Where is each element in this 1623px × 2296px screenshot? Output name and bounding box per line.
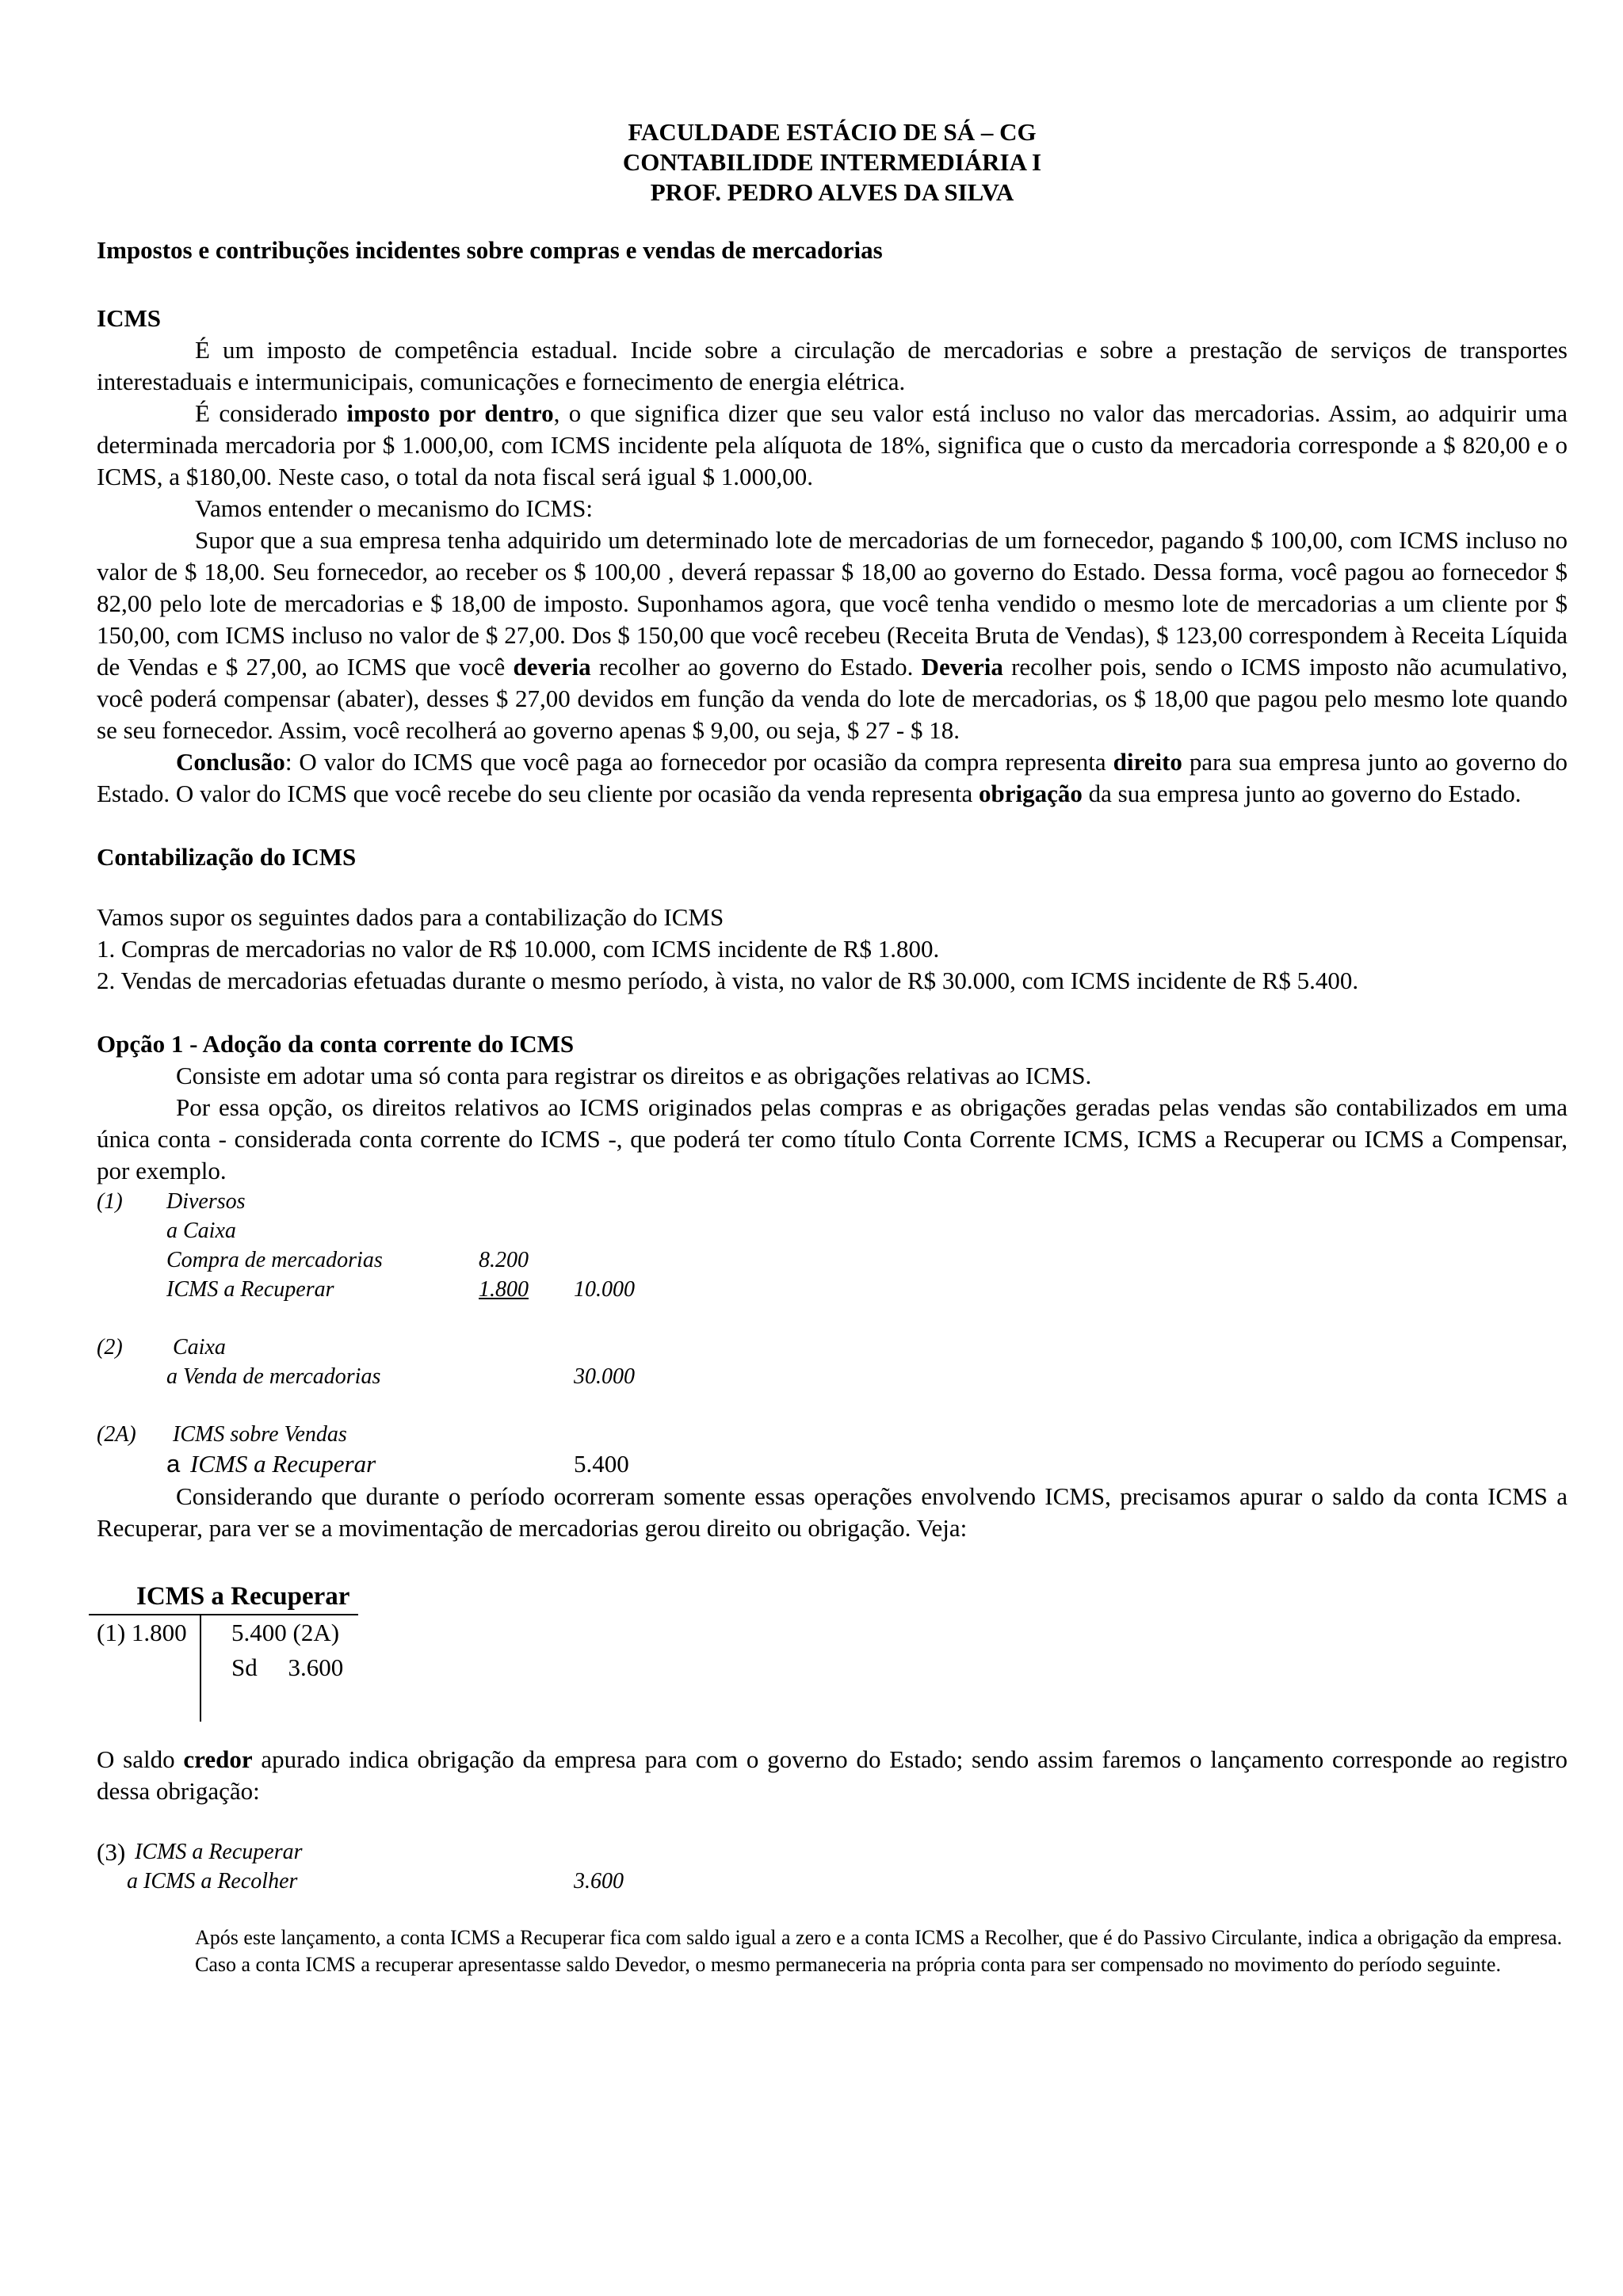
contab-item-1: 1. Compras de mercadorias no valor de R$ 10.000, com ICMS incidente de R$ 1.800. [97, 935, 940, 963]
entry-number: (2) [97, 1335, 123, 1360]
journal-entry-3 [97, 1837, 1568, 1896]
document-page [97, 117, 1568, 1978]
entry-line: Compra de mercadorias [166, 1248, 383, 1272]
entry-credit-prefix: a [166, 1450, 181, 1478]
journal-entry-2 [97, 1333, 1568, 1391]
entry-debit: ICMS a Recuperar [135, 1840, 303, 1864]
entry-line: ICMS a Recuperar [166, 1277, 334, 1302]
opcao1-title: Opção 1 - Adoção da conta corrente do ICMS [97, 1030, 575, 1058]
header-institution: FACULDADE ESTÁCIO DE SÁ – CG [628, 118, 1037, 146]
t-account-title: ICMS a Recuperar [136, 1582, 350, 1611]
document-header [97, 117, 1568, 208]
entry-credit: ICMS a Recuperar [190, 1450, 376, 1478]
t-account [97, 1581, 1568, 1723]
t-account-balance: Sd 3.600 [231, 1653, 344, 1681]
main-title: Impostos e contribuções incidentes sobre compras e vendas de mercadorias [97, 236, 883, 264]
final-paragraph-1: Após este lançamento, a conta ICMS a Recuperar fica com saldo igual a zero e a conta ICMS a Recolher, que é do Passivo Circulante, indica a obrigação da empresa. [195, 1926, 1563, 1949]
icms-title: ICMS [97, 304, 161, 332]
entry-value: 8.200 [479, 1248, 529, 1272]
saldo-paragraph: O saldo credor apurado indica obrigação da empresa para com o governo do Estado; sendo assim faremos o lançamento corresponde ao registro dessa obrigação: [97, 1745, 1568, 1805]
contab-intro: Vamos supor os seguintes dados para a contabilização do ICMS [97, 903, 724, 931]
icms-paragraph-2: É considerado imposto por dentro, o que significa dizer que seu valor está incluso no valor das mercadorias. Assim, ao adquirir uma determinada mercadoria por $ 1.000,00, com ICMS incidente pela alíquota de 18%, significa que o custo da mercadoria corresponde a $ 820,00 e o ICMS, a $180,00. Neste caso, o total da nota fiscal será igual $ 1.000,00. [97, 399, 1568, 490]
entry-value: 1.800 [479, 1277, 529, 1302]
journal-entry-1 [97, 1187, 1568, 1304]
t-account-vertical-line [200, 1614, 201, 1722]
final-paragraph-2: Caso a conta ICMS a recuperar apresentasse saldo Devedor, o mesmo permaneceria na própria conta para ser compensado no movimento do período seguinte. [195, 1953, 1501, 1976]
contab-title: Contabilização do ICMS [97, 843, 357, 871]
t-account-debit: (1) 1.800 [97, 1619, 187, 1646]
opcao1-paragraph-1: Consiste em adotar uma só conta para registrar os direitos e as obrigações relativas ao ICMS. [176, 1062, 1092, 1089]
journal-entry-2a [97, 1420, 1568, 1481]
opcao1-paragraph-2: Por essa opção, os direitos relativos ao ICMS originados pelas compras e as obrigações geradas pelas vendas são contabilizados em uma única conta - considerada conta corrente do ICMS -, que poderá ter como título Conta Corrente ICMS, ICMS a Recuperar ou ICMS a Compensar, por exemplo. [97, 1093, 1568, 1184]
t-account-horizontal-line [89, 1614, 358, 1615]
icms-paragraph-3: Vamos entender o mecanismo do ICMS: [195, 494, 593, 522]
entry-total: 3.600 [574, 1869, 624, 1894]
header-professor: PROF. PEDRO ALVES DA SILVA [650, 178, 1014, 206]
entry-debit: Diversos [166, 1189, 246, 1214]
entry-total: 5.400 [574, 1450, 629, 1478]
entry-number: (2A) [97, 1422, 136, 1447]
icms-conclusion: Conclusão: O valor do ICMS que você paga ao fornecedor por ocasião da compra representa direito para sua empresa junto ao governo do Estado. O valor do ICMS que você recebe do seu cliente por ocasião da venda representa obrigação da sua empresa junto ao governo do Estado. [97, 748, 1568, 807]
header-course: CONTABILIDDE INTERMEDIÁRIA I [622, 148, 1042, 176]
entry-debit: ICMS sobre Vendas [173, 1422, 347, 1447]
entry-number: (3) [97, 1838, 126, 1866]
entry-credit: a ICMS a Recolher [127, 1869, 298, 1894]
apuracao-paragraph: Considerando que durante o período ocorreram somente essas operações envolvendo ICMS, precisamos apurar o saldo da conta ICMS a Recuperar, para ver se a movimentação de mercadorias gerou direito ou obrigação. Veja: [97, 1482, 1568, 1542]
entry-credit: a Caixa [166, 1219, 236, 1243]
entry-credit: a Venda de mercadorias [166, 1364, 381, 1389]
entry-total: 10.000 [574, 1277, 635, 1302]
entry-total: 30.000 [574, 1364, 635, 1389]
entry-number: (1) [97, 1189, 123, 1214]
entry-debit: Caixa [173, 1335, 226, 1360]
icms-paragraph-1: É um imposto de competência estadual. Incide sobre a circulação de mercadorias e sobre a prestação de serviços de transportes interestaduais e intermunicipais, comunicações e fornecimento de energia elétrica. [97, 336, 1568, 395]
t-account-credit: 5.400 (2A) [231, 1619, 340, 1646]
contab-item-2: 2. Vendas de mercadorias efetuadas durante o mesmo período, à vista, no valor de R$ 30.000, com ICMS incidente de R$ 5.400. [97, 967, 1359, 994]
icms-paragraph-4: Supor que a sua empresa tenha adquirido um determinado lote de mercadorias de um fornecedor, pagando $ 100,00, com ICMS incluso no valor de $ 18,00. Seu fornecedor, ao receber os $ 100,00 , deverá repassar $ 18,00 ao governo do Estado. Dessa forma, você pagou ao fornecedor $ 82,00 pelo lote de mercadorias e $ 18,00 de imposto. Suponhamos agora, que você tenha vendido o mesmo lote de mercadorias a um cliente por $ 150,00, com ICMS incluso no valor de $ 27,00. Dos $ 150,00 que você recebeu (Receita Bruta de Vendas), $ 123,00 correspondem à Receita Líquida de Vendas e $ 27,00, ao ICMS que você deveria recolher ao governo do Estado. Deveria recolher pois, sendo o ICMS imposto não acumulativo, você poderá compensar (abater), desses $ 27,00 devidos em função da venda do lote de mercadorias, os $ 18,00 que pagou pelo mesmo lote quando se seu fornecedor. Assim, você recolherá ao governo apenas $ 9,00, ou seja, $ 27 - $ 18. [97, 526, 1568, 744]
